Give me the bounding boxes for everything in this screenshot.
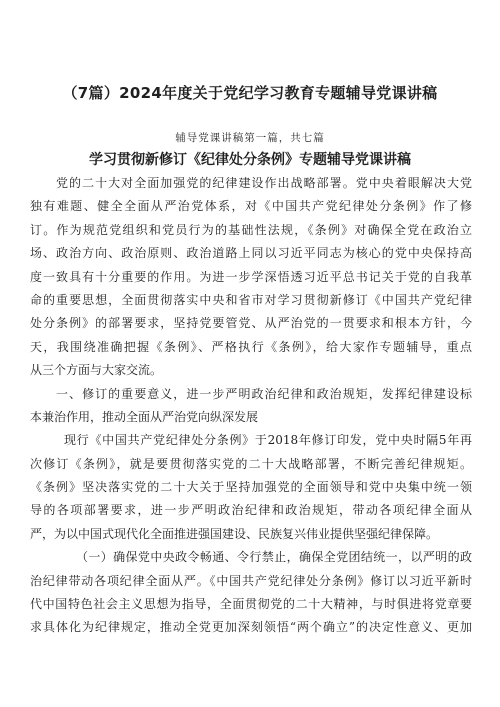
body-line: 求具体化为纪律规定，推动全党更加深刻领悟“两个确立”的决定性意义、更加 [30,620,472,635]
body-line: 严，为以中国式现代化全面推进强国建设、民族复兴伟业提供坚强纪律保障。 [30,526,439,541]
body-line: 从三个方面与大家交流。 [30,363,163,378]
body-line: 场、政治方向、政治原则、政治道路上同以习近平同志为核心的党中央保持高 [30,246,472,261]
document-title: （7篇）2024年度关于党纪学习教育专题辅导党课讲稿 [62,84,438,102]
document-body [30,172,472,640]
body-line: 导的各项部署要求，进一步严明政治纪律和政治规矩，带动各项纪律全面从 [30,503,472,518]
body-line: 党的二十大对全面加强党的纪律建设作出战略部署。党中央着眼解决大党 [56,176,472,190]
body-line: 现行《中国共产党纪律处分条例》于2018年修订印发，党中央时隔5年再 [64,433,472,448]
body-line: 次修订《条例》，就是要贯彻落实党的二十大战略部署，不断完善纪律规矩。 [30,456,472,471]
body-line: 代中国特色社会主义思想为指导，全面贯彻党的二十大精神，与时俱进将党章要 [30,597,472,612]
section-note: 辅导党课讲稿第一篇，共七篇 [175,132,325,144]
subsection-line: （一）确保党中央政令畅通、令行禁止，确保全党团结统一，以严明的政 [76,550,472,565]
section-heading-line: 一、修订的重要意义，进一步严明政治纪律和政治规矩，发挥纪律建设标 [56,386,472,401]
section-heading-line: 本兼治作用，推动全面从严治党向纵深发展 [30,409,259,424]
body-line: 订。作为规范党组织和党员行为的基础性法规，《条例》对确保全党在政治立 [30,222,472,237]
body-line: 天，我围绕准确把握《条例》、严格执行《条例》，给大家作专题辅导，重点 [30,339,472,354]
body-line: 独有难题、健全全面从严治党体系，对《中国共产党纪律处分条例》作了修 [30,199,472,214]
section-heading: 学习贯彻新修订《纪律处分条例》专题辅导党课讲稿 [89,152,411,168]
body-line: 命的重要思想，全面贯彻落实中央和省市对学习贯彻新修订《中国共产党纪律 [30,292,472,307]
body-line: 治纪律带动各项纪律全面从严。《中国共产党纪律处分条例》修订以习近平新时 [30,573,472,588]
body-line: 处分条例》的部署要求，坚持党要管党、从严治党的一贯要求和根本方针，今 [30,316,472,331]
body-line: 《条例》坚决落实党的二十大关于坚持加强党的全面领导和党中央集中统一领 [30,480,472,495]
body-line: 度一致具有十分重要的作用。为进一步学深悟透习近平总书记关于党的自我革 [30,269,472,284]
